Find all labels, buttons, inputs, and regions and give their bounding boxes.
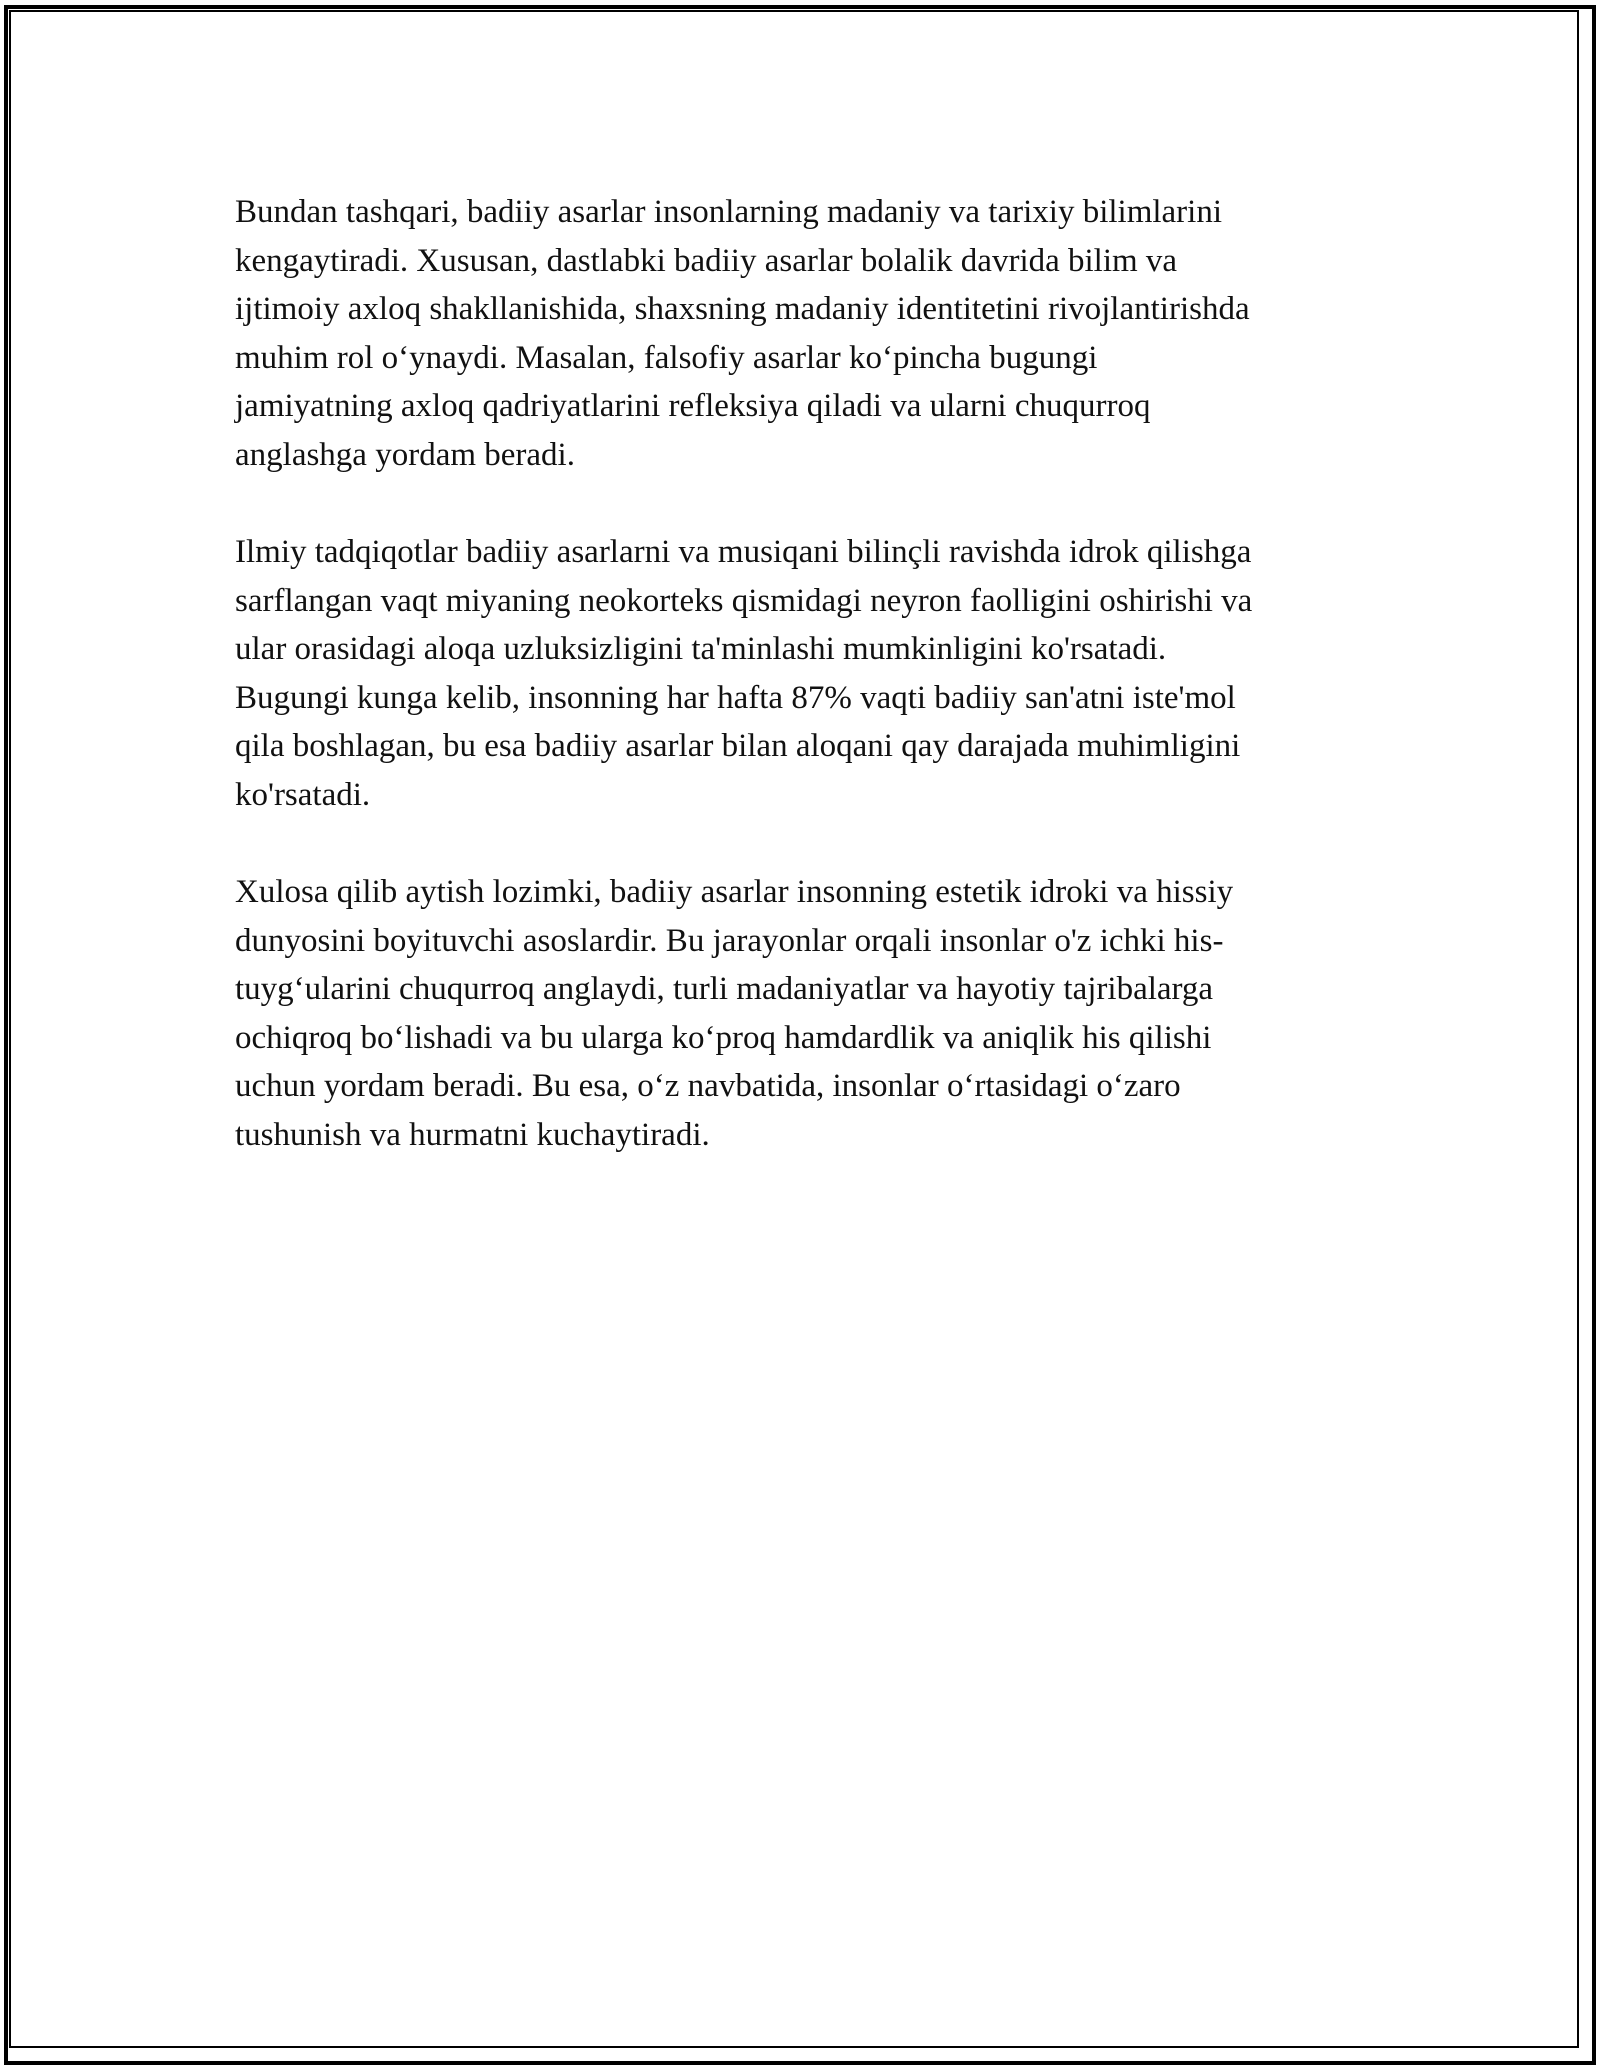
paragraph-2: Ilmiy tadqiqotlar badiiy asarlarni va musiqani bilinçli ravishda idrok qilishga sarflangan vaqt miyaning neokorteks qismidagi neyron faolligini oshirishi va ular orasidagi aloqa uzluksizligini ta'minlashi mumkinligini ko'rsatadi. Bugungi kunga kelib, insonning har hafta 87% vaqti badiiy san'atni iste'mol qila boshlagan, bu esa badiiy asarlar bilan aloqani qay darajada muhimligini ko'rsatadi. <box>235 534 1253 813</box>
document-body <box>235 188 1385 1208</box>
paragraph-3: Xulosa qilib aytish lozimki, badiiy asarlar insonning estetik idroki va hissiy dunyosini boyituvchi asoslardir. Bu jarayonlar orqali insonlar o'z ichki his- tuyg‘ularini chuqurroq anglaydi, turli madaniyatlar va hayotiy tajribalarga ochiqroq bo‘lishadi va bu ularga ko‘proq hamdardlik va aniqlik his qilishi uchun yordam beradi. Bu esa, o‘z navbatida, insonlar o‘rtasidagi o‘zaro tushunish va hurmatni kuchaytiradi. <box>235 874 1234 1153</box>
paragraph-1: Bundan tashqari, badiiy asarlar insonlarning madaniy va tarixiy bilimlarini kengaytiradi. Xususan, dastlabki badiiy asarlar bolalik davrida bilim va ijtimoiy axloq shakllanishida, shaxsning madaniy identitetini rivojlantirishda muhim rol o‘ynaydi. Masalan, falsofiy asarlar ko‘pincha bugungi jamiyatning axloq qadriyatlarini refleksiya qiladi va ularni chuqurroq anglashga yordam beradi. <box>235 194 1250 473</box>
